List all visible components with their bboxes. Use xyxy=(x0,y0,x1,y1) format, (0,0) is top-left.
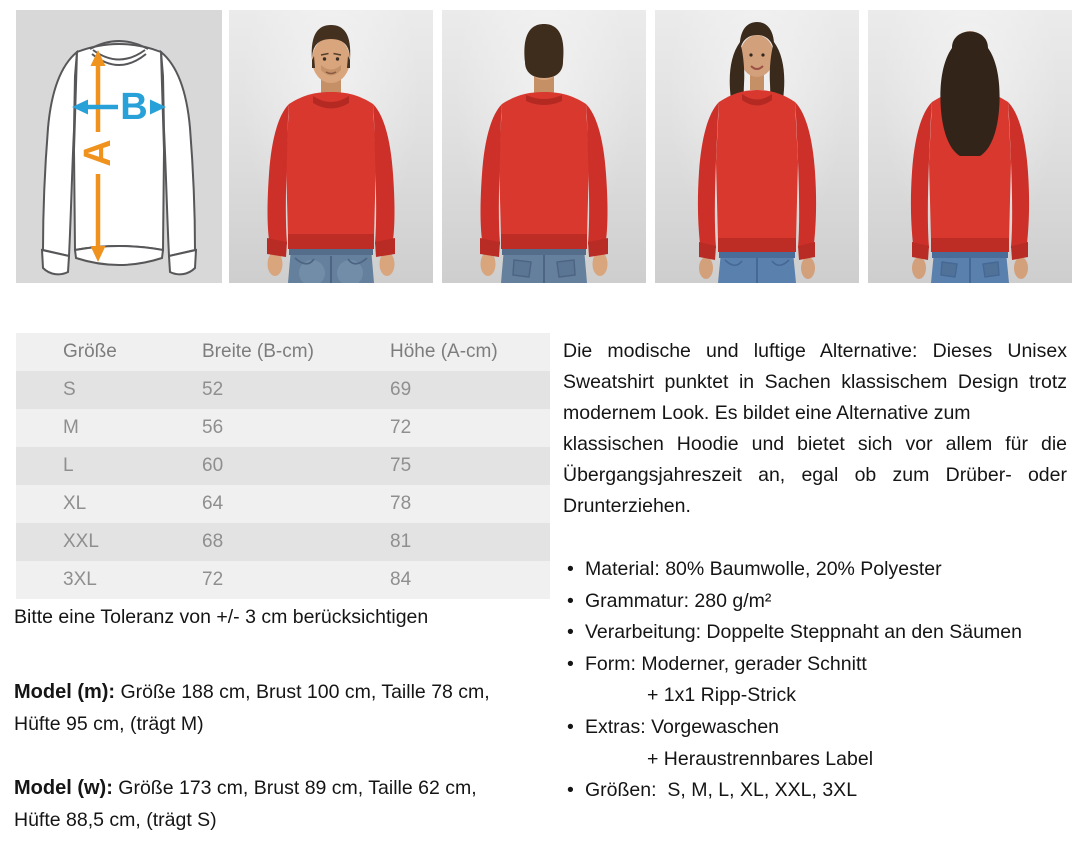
feature-material: • Material: 80% Baumwolle, 20% Polyester xyxy=(563,554,1067,586)
feature-extras-extra: + Heraustrennbares Label xyxy=(647,747,874,770)
male-model-line1: Größe 188 cm, Brust 100 cm, Taille 78 cm, xyxy=(120,681,490,703)
feature-extras: • Extras: Vorgewaschen xyxy=(563,712,1067,744)
product-photo-female-front[interactable] xyxy=(655,10,859,283)
table-row xyxy=(16,447,550,485)
description-column xyxy=(563,336,1067,802)
male-front-illustration xyxy=(229,10,433,283)
female-model-line2: Hüfte 88,5 cm, (trägt S) xyxy=(14,809,217,831)
size-cell: M xyxy=(16,409,202,447)
male-back-figure xyxy=(480,24,608,283)
feature-groessen: • Größen: S, M, L, XL, XXL, 3XL xyxy=(563,775,1067,807)
table-row xyxy=(16,409,550,447)
female-back-illustration xyxy=(868,10,1072,283)
height-col-header: Höhe (A-cm) xyxy=(390,333,550,371)
feature-grammatur: • Grammatur: 280 g/m² xyxy=(563,586,1067,618)
female-model-line1: Größe 173 cm, Brust 89 cm, Taille 62 cm, xyxy=(118,777,477,799)
product-description-part2: klassischen Hoodie und bietet sich vor allem für die Übergangsjahreszeit an, egal ob zum Drüber- oder Drunterziehen. xyxy=(563,433,1067,517)
size-table-header-row xyxy=(16,333,550,371)
size-diagram-image[interactable] xyxy=(16,10,222,283)
male-model-label: Model (m): xyxy=(14,681,116,703)
size-cell: L xyxy=(16,447,202,485)
height-cell: 75 xyxy=(390,447,550,485)
table-row xyxy=(16,371,550,409)
size-info-column xyxy=(14,333,550,831)
height-cell: 78 xyxy=(390,485,550,523)
male-model-line2: Hüfte 95 cm, (trägt M) xyxy=(14,713,204,735)
size-cell: 3XL xyxy=(16,561,202,599)
female-back-figure xyxy=(911,31,1029,283)
width-cell: 60 xyxy=(202,447,390,485)
feature-list xyxy=(563,554,1067,807)
product-description-part1: Die modische und luftige Alternative: Dieses Unisex Sweatshirt punktet in Sachen klassischem Design trotz modernem Look. Es bildet eine Alternative zum xyxy=(563,340,1067,424)
height-cell: 84 xyxy=(390,561,550,599)
size-cell: XXL xyxy=(16,523,202,561)
size-cell: S xyxy=(16,371,202,409)
female-model-label: Model (w): xyxy=(14,777,113,799)
width-label: B xyxy=(120,86,148,128)
male-model-measurements xyxy=(14,676,548,740)
male-back-illustration xyxy=(442,10,646,283)
width-cell: 64 xyxy=(202,485,390,523)
product-photo-female-back[interactable] xyxy=(868,10,1072,283)
height-cell: 81 xyxy=(390,523,550,561)
table-row xyxy=(16,485,550,523)
size-table xyxy=(16,333,550,599)
width-cell: 52 xyxy=(202,371,390,409)
female-model-measurements xyxy=(14,772,548,836)
height-cell: 72 xyxy=(390,409,550,447)
female-front-illustration xyxy=(655,10,859,283)
product-photo-male-front[interactable] xyxy=(229,10,433,283)
tolerance-note: Bitte eine Toleranz von +/- 3 cm berücksichtigen xyxy=(14,606,429,628)
width-cell: 72 xyxy=(202,561,390,599)
width-col-header: Breite (B-cm) xyxy=(202,333,390,371)
sweatshirt-measure-diagram xyxy=(16,10,222,283)
feature-verarbeitung: • Verarbeitung: Doppelte Steppnaht an den Säumen xyxy=(563,617,1067,649)
product-photo-male-back[interactable] xyxy=(442,10,646,283)
table-row xyxy=(16,561,550,599)
width-cell: 68 xyxy=(202,523,390,561)
size-cell: XL xyxy=(16,485,202,523)
size-col-header: Größe xyxy=(16,333,202,371)
feature-form-extra: + 1x1 Ripp-Strick xyxy=(647,684,797,707)
height-cell: 69 xyxy=(390,371,550,409)
width-cell: 56 xyxy=(202,409,390,447)
male-front-figure xyxy=(267,25,395,283)
feature-form: • Form: Moderner, gerader Schnitt xyxy=(563,649,1067,681)
height-label: A xyxy=(77,139,119,167)
sweatshirt-outline xyxy=(42,41,196,274)
table-row xyxy=(16,523,550,561)
female-front-figure xyxy=(698,22,816,283)
